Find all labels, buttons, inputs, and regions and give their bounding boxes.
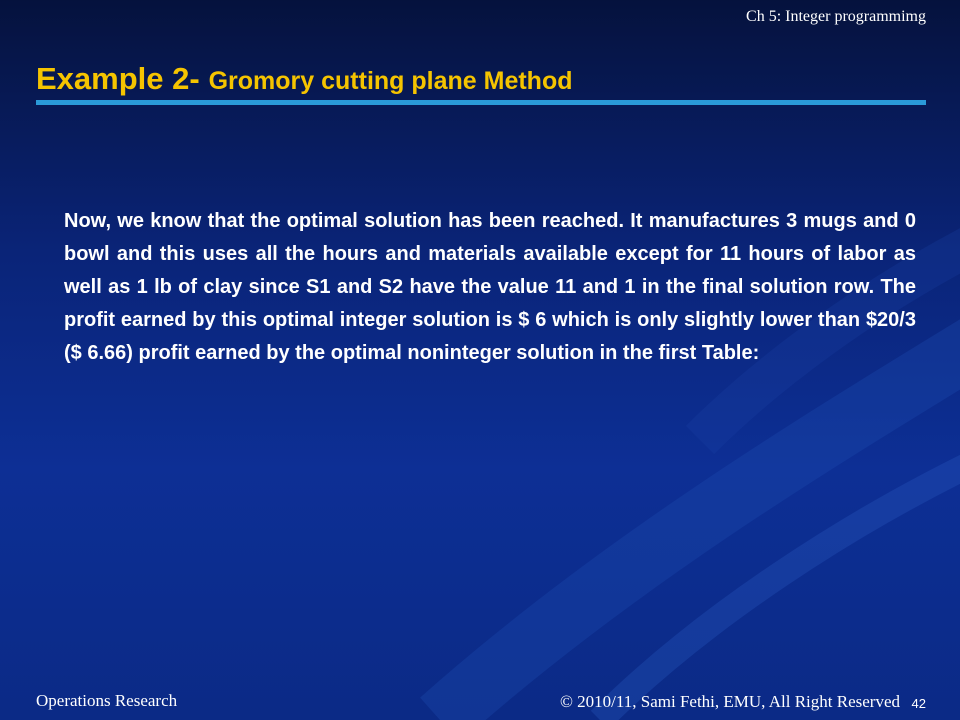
slide-title <box>36 60 573 97</box>
footer-course: Operations Research <box>36 691 178 710</box>
slide-title-sub: Gromory cutting plane Method <box>208 67 573 95</box>
slide-title-main: Example 2- <box>36 61 200 96</box>
chapter-header: Ch 5: Integer programmimg <box>746 8 926 25</box>
body-paragraph: Now, we know that the optimal solution has been reached. It manufactures 3 mugs and 0 bowl and this uses all the hours and materials available except for 11 hours of labor as well as 1 lb of clay since S1 and S2 have the value 11 and 1 in the final solution row. The profit earned by this optimal integer solution is $ 6 which is only slightly lower than $20/3 ($ 6.66) profit earned by the optimal noninteger solution in the first Table: <box>64 210 916 364</box>
title-underline <box>36 100 926 105</box>
page-number: 42 <box>911 696 926 711</box>
footer-copyright: © 2010/11, Sami Fethi, EMU, All Right Reserved <box>560 692 900 711</box>
